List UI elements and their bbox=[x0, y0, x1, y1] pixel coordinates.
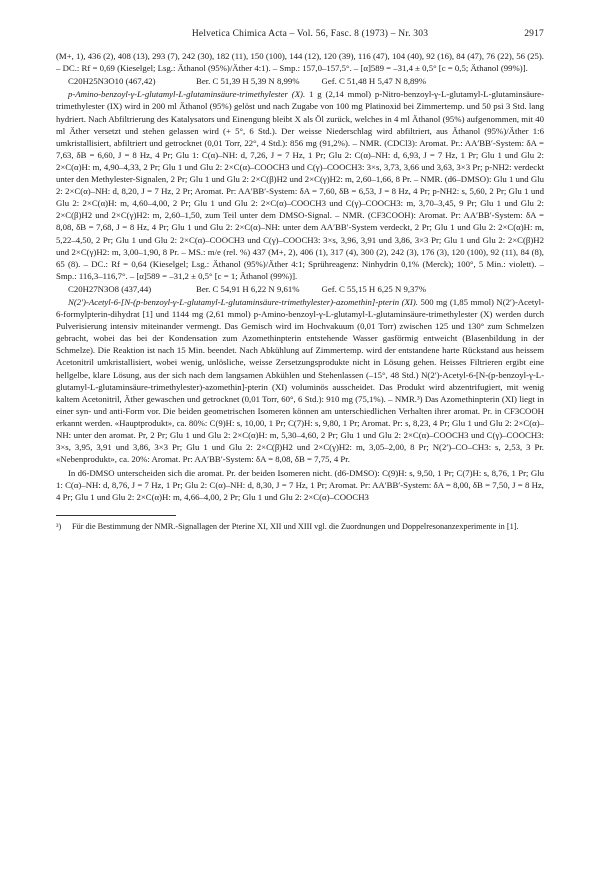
analysis-calculated: Ber. C 51,39 H 5,39 N 8,99% bbox=[196, 76, 300, 87]
ms-continuation: (M+, 1), 436 (2), 408 (13), 293 (7), 242 (30), 182 (11), 150 (100), 144 (12), 120 (39), 116 (47), 104 (40), 92 (16), 84 (47), 76 (22), 56 (25). – DC.: Rf = 0,69 (Kieselgel; Lsg.: Äthanol (95%)/Äther 4:1). – Smp.: 157,0–157,5°. – [α]589 = –31,4 ± 0,5° [c = 0,5; Äthanol (99%)]. bbox=[56, 51, 544, 74]
compound-x-body: 1 g (2,14 mmol) p-Nitro-benzoyl-γ-L-glutamyl-L-glutaminsäure-trimethylester (IX) wird in 200 ml Äthanol (95%) gelöst und nach Zugabe von 100 mg Platinoxid bei Zimmertemp. und 50 psi 3 Std. lang hydriert. Nach Abfiltrierung des Katalysators und Einengung bleibt X als Öl zurück, welches in 4 ml Äthanol (95%) aufgenommen, mit 40 ml Äther versetzt und stehen gelassen wird (+ 5°, 6 Std.). Der weisse Niederschlag wird abfiltriert, aus Äthanol (95%)/Äther 1:6 umkristallisiert, abfiltriert und getrocknet (0,01 Torr, 22°, 4 Std.): 856 mg (91,2%). – NMR. (CDCl3): Aromat. Pr.: AA′BB′-System: δA = 7,63, δB = 6,60, J = 8 Hz, 4 Pr; Glu 1: C(α)–NH: d, 7,26, J = 7 Hz, 1 Pr; Glu 2: C(α)–NH: d, 6,93, J = 7 Hz, 1 Pr; Glu 1 und Glu 2: 2×C(α)H: m, 4,90–4,33, 2 Pr; Glu 1 und Glu 2: 2×C(α)–COOCH3 und C(γ)–COOCH3: 3×s, 3,73, 3,66 und 3,63, 3×3 Pr; p-NH2: verdeckt unter den Methylester-Signalen, 2 Pr; Glu 1 und Glu 2: 2×C(β)H2 und 2×C(γ)H2: m, 2,60–1,66, 8 Pr. – NMR. (d6–DMSO): Glu 1 und Glu 2: 2×C(α)–NH: d, 8,20, J = 7 Hz, 2 Pr; Aromat. Pr: AA′BB′-System: δA = 7,60, δB = 6,53, J = 8 Hz, 4 Pr; p-NH2: s, 5,60, 2 Pr; Glu 1 und Glu 2: 2×C(α)H: m, 4,60–4,00, 2 Pr; Glu 1 und Glu 2: 2×C(α)–COOCH3 und C(γ)–COOCH3: m, 3,70–3,45, 9 Pr; Glu 1 und Glu 2: 2×C(β)H2 und 2×C(γ)H2: m, 2,60–1,50, zum Teil unter dem DMSO-Signal. – NMR. (CF3COOH): Aromat. Pr: AA′BB′-System: δA = 8,08, δB = 7,68, J = 8 Hz, 4 Pr; Glu 1 und Glu 2: 2×C(α)–NH: unter dem AA′BB′-System verdeckt, 2 Pr; Glu 1 und Glu 2: 2×C(α)H: m, 5,22–4,50, 2 Pr; Glu 1 und Glu 2: 2×C(α)–COOCH3 und C(γ)–COOCH3: 3×s, 3,96, 3,91 und 3,86, 3×3 Pr; Glu 1 und Glu 2: 2×C(β)H2 und 2×C(γ)H2: m, 3,00–1,90, 8 Pr. – MS.: m/e (rel. %) 437 (M+, 2), 406 (1), 317 (4), 300 (2), 242 (3), 176 (3), 120 (100), 92 (11), 84 (8), 65 (8). – DC.: Rf = 0,64 (Kieselgel; Lsg.: Äthanol (95%)/Äther 4:1; Sprühreagenz: Ninhydrin 0,1% (Merck); 100°, 5 Min.: violett). – Smp.: 116,3–116,7°. – [α]589 = –31,2 ± 0,5° [c = 1; Äthanol (99%)]. bbox=[56, 89, 544, 281]
compound-xi-section bbox=[56, 296, 544, 465]
footnote-text: Für die Bestimmung der NMR.-Signallagen der Pterine XI, XII und XIII vgl. die Zuordnungen und Doppelresonanzexperimente in [1]. bbox=[72, 521, 519, 531]
footnote bbox=[56, 521, 544, 532]
compound-x-section bbox=[56, 88, 544, 282]
analysis-formula: C20H27N3O8 (437,44) bbox=[68, 283, 152, 294]
analysis-found: Gef. C 51,48 H 5,47 N 8,89% bbox=[321, 76, 427, 87]
dmso-paragraph: In d6-DMSO unterscheiden sich die aromat. Pr. der beiden Isomeren nicht. (d6-DMSO): C(9)H: s, 9,50, 1 Pr; C(7)H: s, 8,76, 1 Pr; Glu 1: C(α)–NH: d, 8,76, J = 7 Hz, 1 Pr; Glu 2: C(α)–NH: d, 8,30, J = 7 Hz, 1 Pr; Aromat. Pr: AA′BB′-System: δA = 8,00, δB = 7,50, J = 8 Hz, 4 Pr; Glu 1 und Glu 2: 2×C(α)H: m, 4,66–4,00, 2 Pr; Glu 1 und Glu 2: 2×C(α)–COOCH3 bbox=[56, 468, 544, 503]
journal-title: Helvetica Chimica Acta – Vol. 56, Fasc. 8 (1973) – Nr. 303 bbox=[191, 29, 429, 39]
analysis-formula: C20H25N3O10 (467,42) bbox=[68, 76, 156, 87]
compound-xi-body: 500 mg (1,85 mmol) N(2′)-Acetyl-6-formylpterin-dihydrat [1] und 1144 mg (2,61 mmol) p-Amino-benzoyl-γ-L-glutamyl-L-glutaminsäure-trimethylester (X) werden durch Pulverisierung intensiv miteinander vermengt. Das Gemisch wird im Hochvakuum (0,01 Torr) zwischen 125 und 130° zum Schmelzen gebracht, wobei das bei der Kondensation zum Azomethinpterin entstehende Wasser gasförmig entweicht (Blasenbildung in der Schmelze). Die Reaktion ist nach 15 Min. beendet. Nach Abkühlung auf Zimmertemp. wird der entstandene harte Rückstand aus heissem Acetonitril umkristallisiert, wobei wenig, unlösliche, weisse Zersetzungsprodukte nicht in Lösung gehen. Heisses Filtrieren ergibt eine hellgelbe, klare Lösung, aus der sich nach dem langsamen Abkühlen und Stehenlassen (–15°, 48 Std.) N(2′)-Acetyl-6-[N-(p-benzoyl-γ-L-glutamyl-L-glutaminsäure-trimethylester)-azomethin]-pterin (XI) voluminös ausscheidet. Das Produkt wird abzentrifugiert, mit wenig kaltem Acetonitril, Äther gewaschen und getrocknet (0,01 Torr, 60°, 6 Std.): 910 mg (75,1%). – NMR.³) Das Azomethinpterin (XI) liegt in einer syn- und anti-Form vor. Die beiden geometrischen Isomeren können am unterschiedlichen Verhalten ihrer aromat. Pr. in CF3COOH erkannt werden. «Hauptprodukt», ca. 80%: C(9)H: s, 10,00, 1 Pr; C(7)H: s, 9,80, 1 Pr; Aromat. Pr: s, 8,23, 4 Pr; Glu 1 und Glu 2: 2×C(α)–NH: unter den aromat. Pr, 2 Pr; Glu 1 und Glu 2: 2×C(α)H: m, 5,30–4,60, 2 Pr; Glu 1 und Glu 2: 2×C(α)–COOCH3 und C(γ)–COOCH3: 3×s, 3,95, 3,91 und 3,86, 3×3 Pr; Glu 1 und Glu 2: 2×C(β)H2 und 2×C(γ)H2: m, 3,05–2,00, 8 Pr; N(2′)–CO–CH3: s, 2,53, 3 Pr. «Nebenprodukt», ca. 20%: Aromat. Pr: AA′BB′-System: δA = 8,08, δB = 7,75, 4 Pr. bbox=[56, 296, 545, 465]
page-number: 2917 bbox=[524, 29, 544, 39]
compound-x-title: p-Amino-benzoyl-γ-L-glutamyl-L-glutaminsäure-trimethylester (X). bbox=[68, 89, 306, 100]
running-header bbox=[56, 28, 544, 40]
elemental-analysis-1 bbox=[56, 75, 544, 87]
analysis-found: Gef. C 55,15 H 6,25 N 9,37% bbox=[321, 283, 427, 294]
analysis-calculated: Ber. C 54,91 H 6,22 N 9,61% bbox=[196, 283, 300, 294]
footnote-divider bbox=[56, 515, 176, 516]
elemental-analysis-2 bbox=[56, 283, 544, 295]
compound-xi-title: N(2′)-Acetyl-6-[N-(p-benzoyl-γ-L-glutamyl-L-glutaminsäure-trimethylester)-azomethin]-pterin (XI). bbox=[68, 296, 418, 307]
footnote-mark: ³) bbox=[56, 521, 62, 531]
